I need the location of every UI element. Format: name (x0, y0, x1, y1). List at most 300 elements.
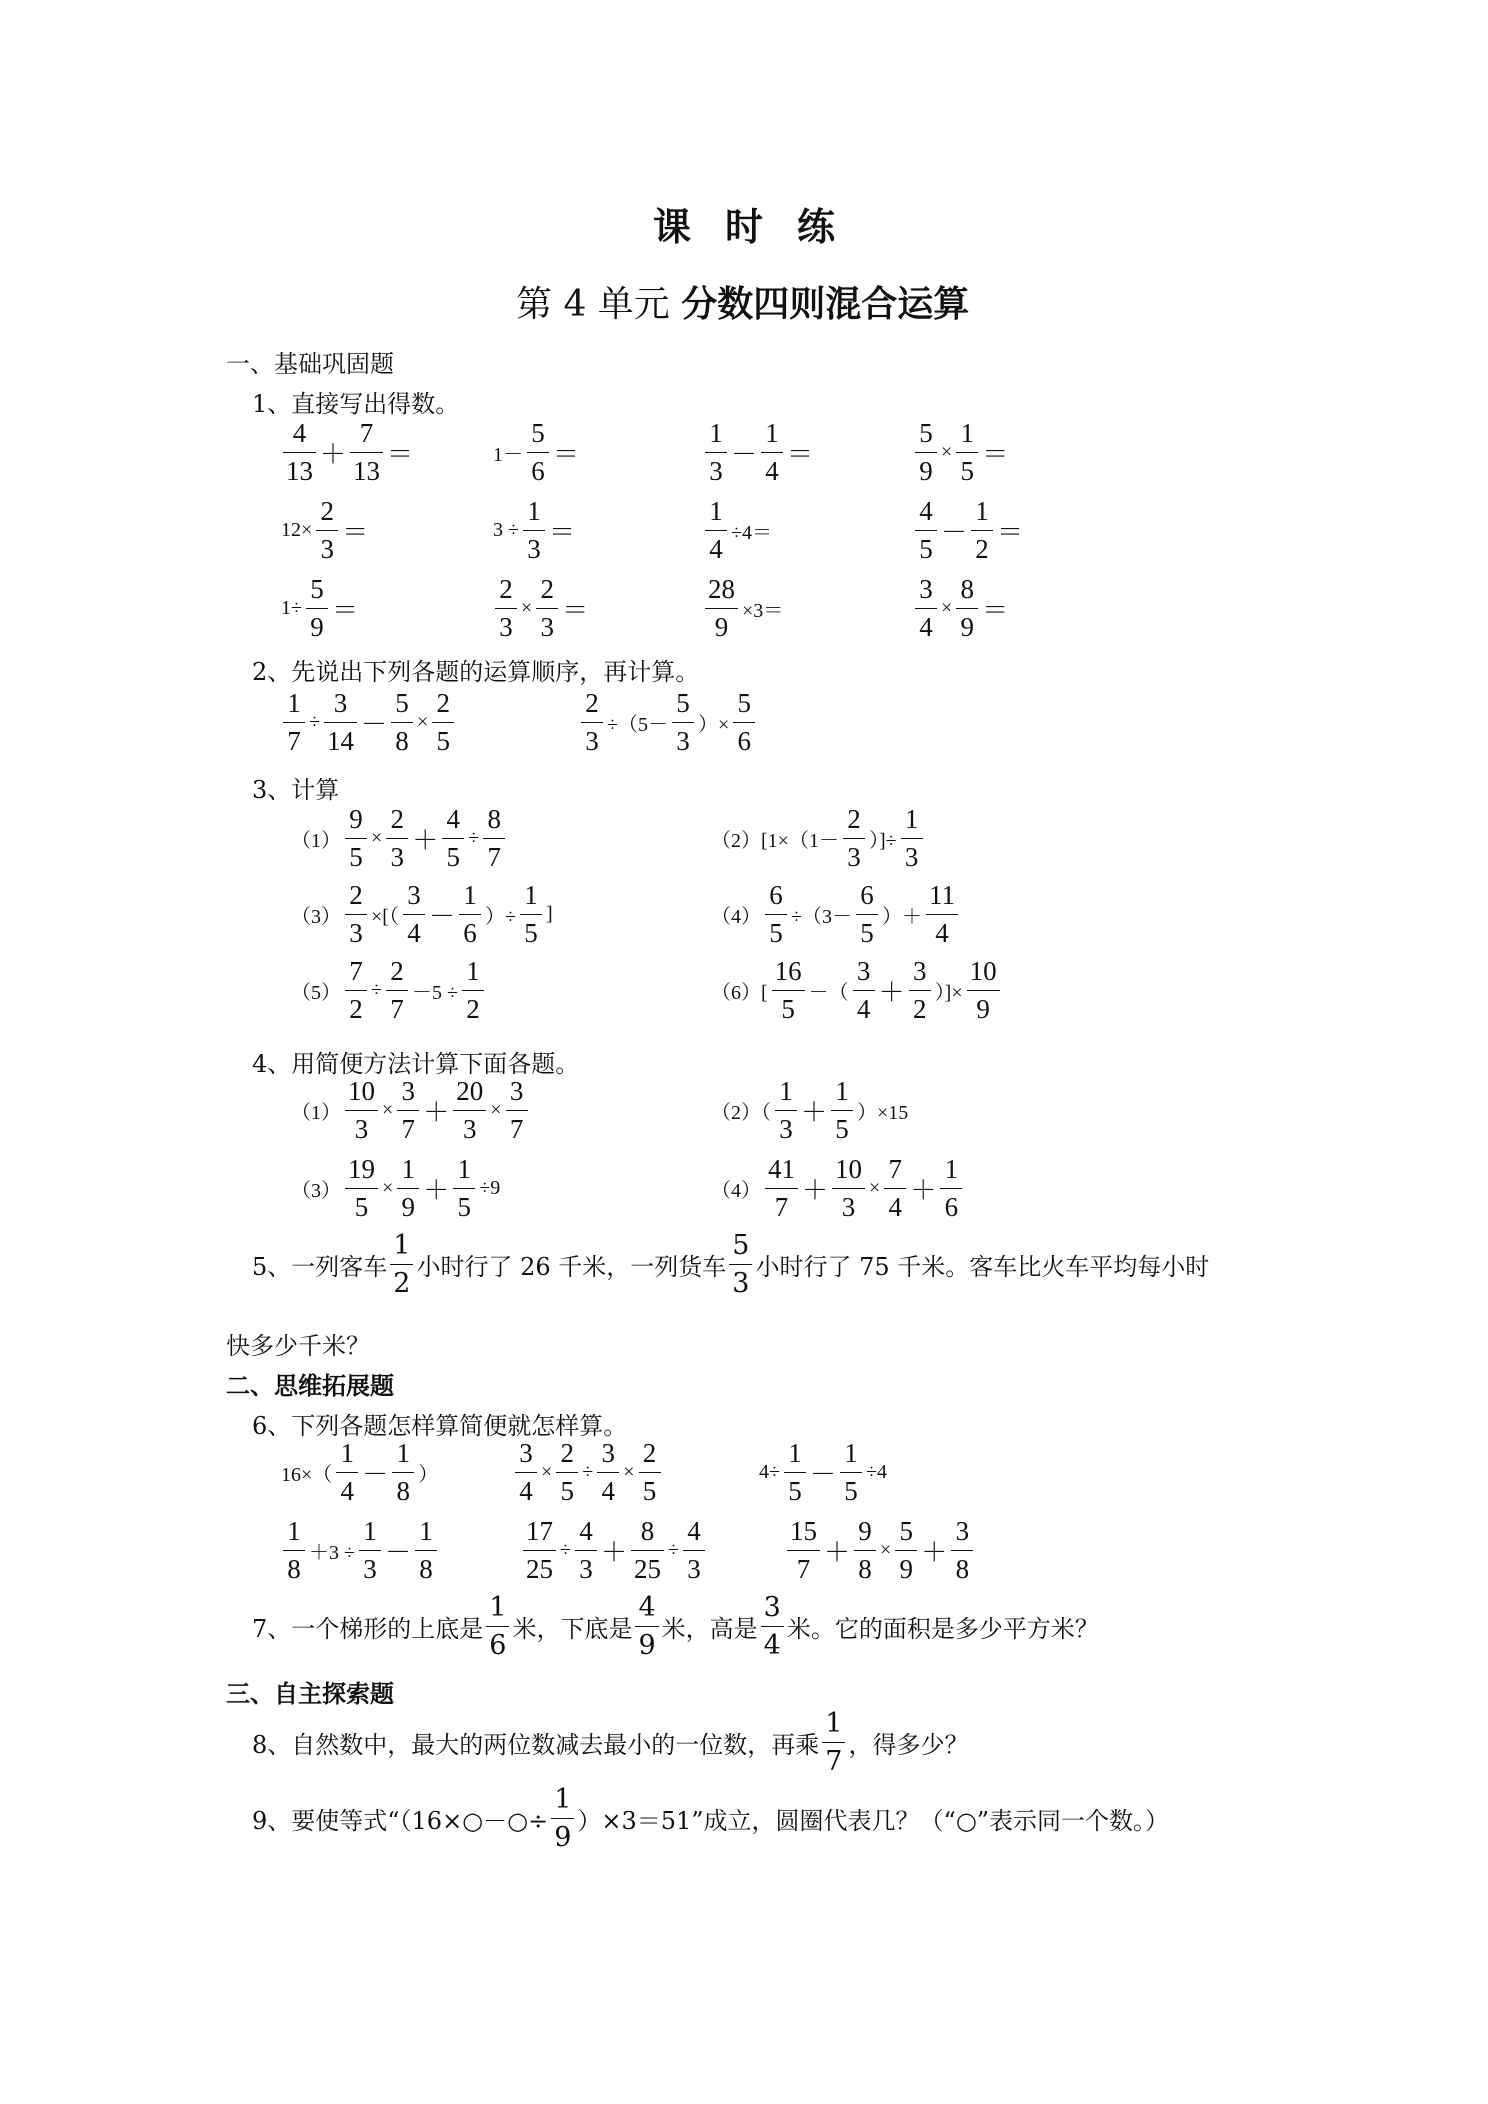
operator: 4÷ (759, 1461, 780, 1483)
question-6-prompt: 6、下列各题怎样算简便就怎样算。 (252, 1412, 628, 1440)
fraction (940, 1156, 962, 1221)
operator: － (360, 710, 387, 739)
fraction (856, 882, 878, 947)
numerator: 7 (888, 1154, 903, 1184)
exercise (290, 882, 554, 947)
denominator: 2 (466, 994, 480, 1024)
operator: － (384, 1538, 411, 1567)
fraction (515, 1440, 537, 1505)
denominator: 5 (446, 842, 461, 872)
operator: ＋ (824, 1538, 851, 1567)
denominator: 7 (825, 1746, 843, 1777)
denominator: 4 (935, 918, 949, 948)
fraction (597, 1440, 619, 1505)
denominator: 9 (401, 1192, 416, 1222)
numerator: 1 (779, 1076, 793, 1106)
unit-number: 第 4 单元 (516, 284, 670, 325)
numerator: 10 (969, 956, 997, 986)
denominator: 8 (419, 1554, 433, 1584)
operator: ＋ (320, 440, 347, 469)
operator: 1÷ (281, 597, 302, 619)
denominator: 8 (858, 1554, 872, 1584)
numerator: 1 (419, 1516, 433, 1546)
numerator: 1 (835, 1076, 849, 1106)
denominator: 6 (737, 726, 752, 756)
fraction (909, 958, 931, 1023)
numerator: 2 (585, 688, 599, 718)
exercise (280, 1518, 440, 1583)
operator: （6）[ (711, 982, 768, 1004)
numerator: 1 (466, 956, 480, 986)
denominator: 3 (540, 612, 555, 642)
fraction (884, 1156, 906, 1221)
operator: ＋ (412, 826, 439, 855)
denominator: 25 (634, 1554, 661, 1584)
denominator: 5 (457, 1192, 472, 1222)
fraction (415, 1518, 437, 1583)
fraction (520, 882, 542, 947)
denominator: 7 (390, 994, 404, 1024)
operator: × (521, 597, 533, 619)
numerator: 1 (396, 1438, 411, 1468)
operator: ＋ (910, 1176, 937, 1205)
operator: × (941, 597, 953, 619)
fraction (390, 1232, 413, 1297)
fraction (956, 576, 978, 641)
fraction (729, 1232, 752, 1297)
exercise (280, 576, 359, 641)
fraction (733, 690, 755, 755)
operator: （1） (291, 1102, 341, 1124)
operator: ＝ (562, 596, 589, 625)
numerator: 1 (401, 1154, 416, 1184)
denominator: 14 (326, 726, 354, 756)
denominator: 5 (788, 1476, 802, 1506)
exercise (702, 498, 773, 563)
operator: ÷（5－ (607, 714, 668, 736)
denominator: 6 (489, 1630, 507, 1661)
fraction (392, 1440, 414, 1505)
operator: － (428, 902, 455, 931)
denominator: 7 (774, 1192, 789, 1222)
q7-text: 7、一个梯形的上底是 (252, 1615, 484, 1643)
denominator: 2 (349, 994, 363, 1024)
denominator: 5 (769, 918, 783, 948)
numerator: 5 (732, 1230, 750, 1261)
fraction (765, 1156, 798, 1221)
denominator: 2 (393, 1268, 411, 1299)
operator: ＝ (342, 518, 369, 547)
numerator: 3 (601, 1438, 616, 1468)
fraction (639, 1440, 661, 1505)
numerator: 2 (390, 956, 404, 986)
fraction (459, 882, 481, 947)
fraction (831, 1078, 853, 1143)
numerator: 8 (960, 574, 975, 604)
fraction (345, 882, 367, 947)
operator: 12× (281, 519, 313, 541)
operator: ÷ (371, 979, 382, 1001)
fraction (761, 1594, 784, 1659)
numerator: 6 (860, 880, 874, 910)
denominator: 2 (975, 534, 989, 564)
exercise (912, 420, 1009, 485)
exercise (784, 1518, 976, 1583)
denominator: 8 (955, 1554, 970, 1584)
operator: （3） (291, 1180, 341, 1202)
denominator: 3 (390, 842, 405, 872)
operator: ÷4＝ (731, 522, 772, 544)
operator: （1） (291, 830, 341, 852)
numerator: 11 (928, 880, 955, 910)
numerator: 5 (531, 418, 545, 448)
operator: ＝ (548, 518, 575, 547)
q8-text: 8、自然数中，最大的两位数减去最小的一位数，再乘 (252, 1731, 820, 1759)
numerator: 7 (359, 418, 374, 448)
exercise (912, 576, 1009, 641)
fraction (345, 1156, 378, 1221)
exercise (710, 958, 1003, 1023)
numerator: 4 (638, 1592, 656, 1623)
q9-text: 9、要使等式“（16×○－○÷ (252, 1807, 549, 1835)
question-8 (252, 1710, 968, 1775)
denominator: 3 (354, 1114, 369, 1144)
denominator: 3 (499, 612, 513, 642)
numerator: 1 (463, 880, 477, 910)
numerator: 2 (499, 574, 513, 604)
denominator: 3 (847, 842, 861, 872)
fraction (787, 1518, 820, 1583)
q8-text: ，得多少？ (848, 1731, 969, 1759)
operator: × (941, 441, 953, 463)
numerator: 17 (526, 1516, 553, 1546)
denominator: 5 (844, 1476, 858, 1506)
exercise (280, 498, 369, 563)
operator: － (941, 518, 968, 547)
numerator: 5 (395, 688, 409, 718)
numerator: 1 (765, 418, 779, 448)
numerator: 3 (763, 1592, 781, 1623)
numerator: 5 (310, 574, 324, 604)
operator: × (869, 1177, 881, 1199)
numerator: 1 (975, 496, 989, 526)
operator: × (490, 1099, 502, 1121)
fraction (926, 882, 958, 947)
fraction (462, 958, 484, 1023)
exercise (512, 1440, 664, 1505)
denominator: 7 (796, 1554, 811, 1584)
denominator: 4 (709, 534, 723, 564)
numerator: 1 (788, 1438, 802, 1468)
operator: ＝ (331, 596, 358, 625)
denominator: 5 (860, 918, 874, 948)
operator: ）＋ (881, 906, 922, 928)
operator: ＋ (423, 1176, 450, 1205)
numerator: 3 (519, 1438, 533, 1468)
denominator: 8 (395, 726, 409, 756)
operator: × (382, 1099, 394, 1121)
exercise (758, 1440, 888, 1505)
denominator: 3 (904, 842, 919, 872)
fraction (635, 1594, 658, 1659)
fraction (527, 420, 549, 485)
numerator: 5 (899, 1516, 914, 1546)
fraction (316, 498, 338, 563)
numerator: 4 (446, 804, 461, 834)
numerator: 3 (407, 880, 421, 910)
denominator: 7 (487, 842, 502, 872)
numerator: 1 (287, 688, 301, 718)
denominator: 3 (363, 1554, 377, 1584)
title-char: 练 (796, 204, 835, 249)
operator: ）×15 (857, 1102, 909, 1124)
operator: × (371, 827, 383, 849)
question-2-prompt: 2、先说出下列各题的运算顺序，再计算。 (252, 658, 700, 686)
denominator: 3 (709, 456, 723, 486)
numerator: 8 (640, 1516, 655, 1546)
operator: × (417, 711, 429, 733)
exercise (492, 420, 580, 485)
fraction (551, 1786, 574, 1851)
numerator: 6 (769, 880, 783, 910)
numerator: 1 (393, 1230, 411, 1261)
denominator: 4 (919, 612, 933, 642)
exercise (492, 498, 576, 563)
fraction (453, 1078, 486, 1143)
numerator: 1 (709, 418, 723, 448)
exercise (280, 690, 457, 755)
q9-text: ）×3＝51”成立，圆圈代表几？（“○”表示同一个数。） (577, 1807, 1170, 1835)
numerator: 41 (768, 1154, 795, 1184)
numerator: 4 (292, 418, 307, 448)
denominator: 5 (349, 842, 363, 872)
denominator: 5 (835, 1114, 849, 1144)
numerator: 1 (457, 1154, 472, 1184)
denominator: 7 (401, 1114, 416, 1144)
fraction (523, 498, 545, 563)
fraction (432, 690, 454, 755)
operator: ＝ (387, 440, 414, 469)
denominator: 5 (960, 456, 975, 486)
q7-text: 米。它的面积是多少平方米？ (786, 1615, 1099, 1643)
denominator: 5 (354, 1192, 369, 1222)
fraction (775, 1078, 797, 1143)
numerator: 1 (844, 1438, 858, 1468)
denominator: 5 (436, 726, 451, 756)
operator: ＝ (787, 440, 814, 469)
exercise (710, 806, 926, 871)
denominator: 4 (601, 1476, 616, 1506)
fraction (453, 1156, 475, 1221)
operator: ＋ (878, 978, 905, 1007)
operator: ÷9 (479, 1177, 501, 1199)
operator: × (880, 1539, 892, 1561)
operator: 3 ÷ (493, 519, 519, 541)
unit-subtitle (516, 276, 969, 327)
operator: ÷ (468, 827, 480, 849)
fraction (536, 576, 558, 641)
denominator: 9 (899, 1554, 914, 1584)
fraction (345, 806, 367, 871)
denominator: 4 (856, 994, 871, 1024)
denominator: 13 (353, 456, 381, 486)
numerator: 3 (333, 688, 348, 718)
fraction (761, 420, 783, 485)
exercise (290, 958, 487, 1023)
denominator: 4 (519, 1476, 533, 1506)
operator: （4） (711, 1180, 761, 1202)
q7-text: 米，下底是 (512, 1615, 633, 1643)
denominator: 5 (642, 1476, 657, 1506)
exercise (290, 806, 508, 871)
denominator: 3 (687, 1554, 701, 1584)
denominator: 3 (579, 1554, 593, 1584)
denominator: 9 (714, 612, 729, 642)
operator: ）× (697, 714, 730, 736)
numerator: 1 (709, 496, 723, 526)
numerator: 2 (847, 804, 861, 834)
numerator: 1 (904, 804, 919, 834)
numerator: 1 (944, 1154, 959, 1184)
fraction (672, 690, 694, 755)
fraction (386, 806, 408, 871)
numerator: 2 (540, 574, 555, 604)
numerator: 16 (774, 956, 802, 986)
fraction (705, 498, 727, 563)
denominator: 3 (779, 1114, 793, 1144)
denominator: 8 (287, 1554, 301, 1584)
fraction (956, 420, 978, 485)
fraction (442, 806, 464, 871)
operator: ÷4 (866, 1461, 887, 1483)
operator: － (809, 1460, 836, 1489)
question-5-line2: 快多少千米？ (226, 1332, 370, 1360)
exercise (912, 498, 1024, 563)
denominator: 7 (287, 726, 301, 756)
fraction (324, 690, 357, 755)
question-5-line1 (252, 1232, 1209, 1297)
fraction (306, 576, 328, 641)
fraction (901, 806, 923, 871)
numerator: 15 (790, 1516, 817, 1546)
exercise (492, 576, 589, 641)
denominator: 3 (676, 726, 690, 756)
operator: ÷ (309, 711, 320, 733)
exercise (710, 1156, 965, 1221)
numerator: 7 (349, 956, 363, 986)
denominator: 25 (526, 1554, 553, 1584)
numerator: 28 (708, 574, 735, 604)
operator: ＋3 ÷ (309, 1542, 355, 1564)
exercise (280, 1440, 439, 1505)
numerator: 9 (349, 804, 363, 834)
q7-text: 米，高是 (661, 1615, 758, 1643)
q5-text: 小时行了 26 千米，一列货车 (416, 1253, 727, 1281)
fraction (631, 1518, 664, 1583)
numerator: 1 (340, 1438, 355, 1468)
fraction (915, 420, 937, 485)
fraction (915, 498, 937, 563)
operator: ）]× (934, 982, 963, 1004)
fraction (523, 1518, 556, 1583)
operator: （2）（ (711, 1102, 771, 1124)
numerator: 1 (489, 1592, 507, 1623)
operator: （5） (291, 982, 341, 1004)
denominator: 6 (463, 918, 477, 948)
operator: ＋ (600, 1538, 627, 1567)
numerator: 1 (825, 1708, 843, 1739)
fraction (853, 958, 875, 1023)
numerator: 1 (363, 1516, 377, 1546)
numerator: 4 (919, 496, 933, 526)
denominator: 3 (841, 1192, 856, 1222)
operator: 16×（ (281, 1464, 333, 1486)
denominator: 6 (531, 456, 545, 486)
numerator: 1 (960, 418, 975, 448)
operator: ）]÷ (868, 830, 897, 852)
exercise (280, 420, 414, 485)
numerator: 2 (320, 496, 335, 526)
numerator: 19 (348, 1154, 375, 1184)
q5-text: 小时行了 75 千米。客车比火车平均每小时 (755, 1253, 1210, 1281)
question-4-prompt: 4、用简便方法计算下面各题。 (252, 1050, 580, 1078)
operator: × (541, 1461, 553, 1483)
numerator: 20 (456, 1076, 484, 1106)
denominator: 3 (527, 534, 541, 564)
fraction (283, 690, 305, 755)
operator: ＝ (553, 440, 580, 469)
numerator: 3 (919, 574, 933, 604)
fraction (832, 1156, 865, 1221)
operator: ＋ (802, 1176, 829, 1205)
fraction (895, 1518, 917, 1583)
fraction (397, 1078, 419, 1143)
denominator: 5 (524, 918, 538, 948)
fraction (359, 1518, 381, 1583)
denominator: 2 (912, 994, 927, 1024)
question-9 (252, 1786, 1169, 1851)
fraction (556, 1440, 578, 1505)
operator: ＋ (423, 1098, 450, 1127)
exercise (702, 420, 814, 485)
fraction (483, 806, 505, 871)
unit-topic: 分数四则混合运算 (681, 283, 970, 325)
fraction (951, 1518, 973, 1583)
fraction (575, 1518, 597, 1583)
page-title (636, 196, 852, 251)
exercise (520, 1518, 708, 1583)
denominator: 4 (340, 1476, 355, 1506)
numerator: 5 (676, 688, 690, 718)
fraction (854, 1518, 876, 1583)
fraction (345, 1078, 378, 1143)
fraction (350, 420, 383, 485)
section-heading-explore: 三、自主探索题 (226, 1679, 394, 1708)
fraction (967, 958, 1000, 1023)
numerator: 10 (348, 1076, 375, 1106)
numerator: 2 (349, 880, 363, 910)
operator: 1－ (493, 444, 523, 466)
numerator: 8 (487, 804, 502, 834)
denominator: 9 (919, 456, 933, 486)
operator: －（ (808, 982, 849, 1004)
operator: ] (545, 903, 553, 925)
numerator: 1 (554, 1784, 572, 1815)
denominator: 3 (320, 534, 335, 564)
numerator: 1 (524, 880, 538, 910)
denominator: 3 (349, 918, 363, 948)
numerator: 3 (912, 956, 927, 986)
